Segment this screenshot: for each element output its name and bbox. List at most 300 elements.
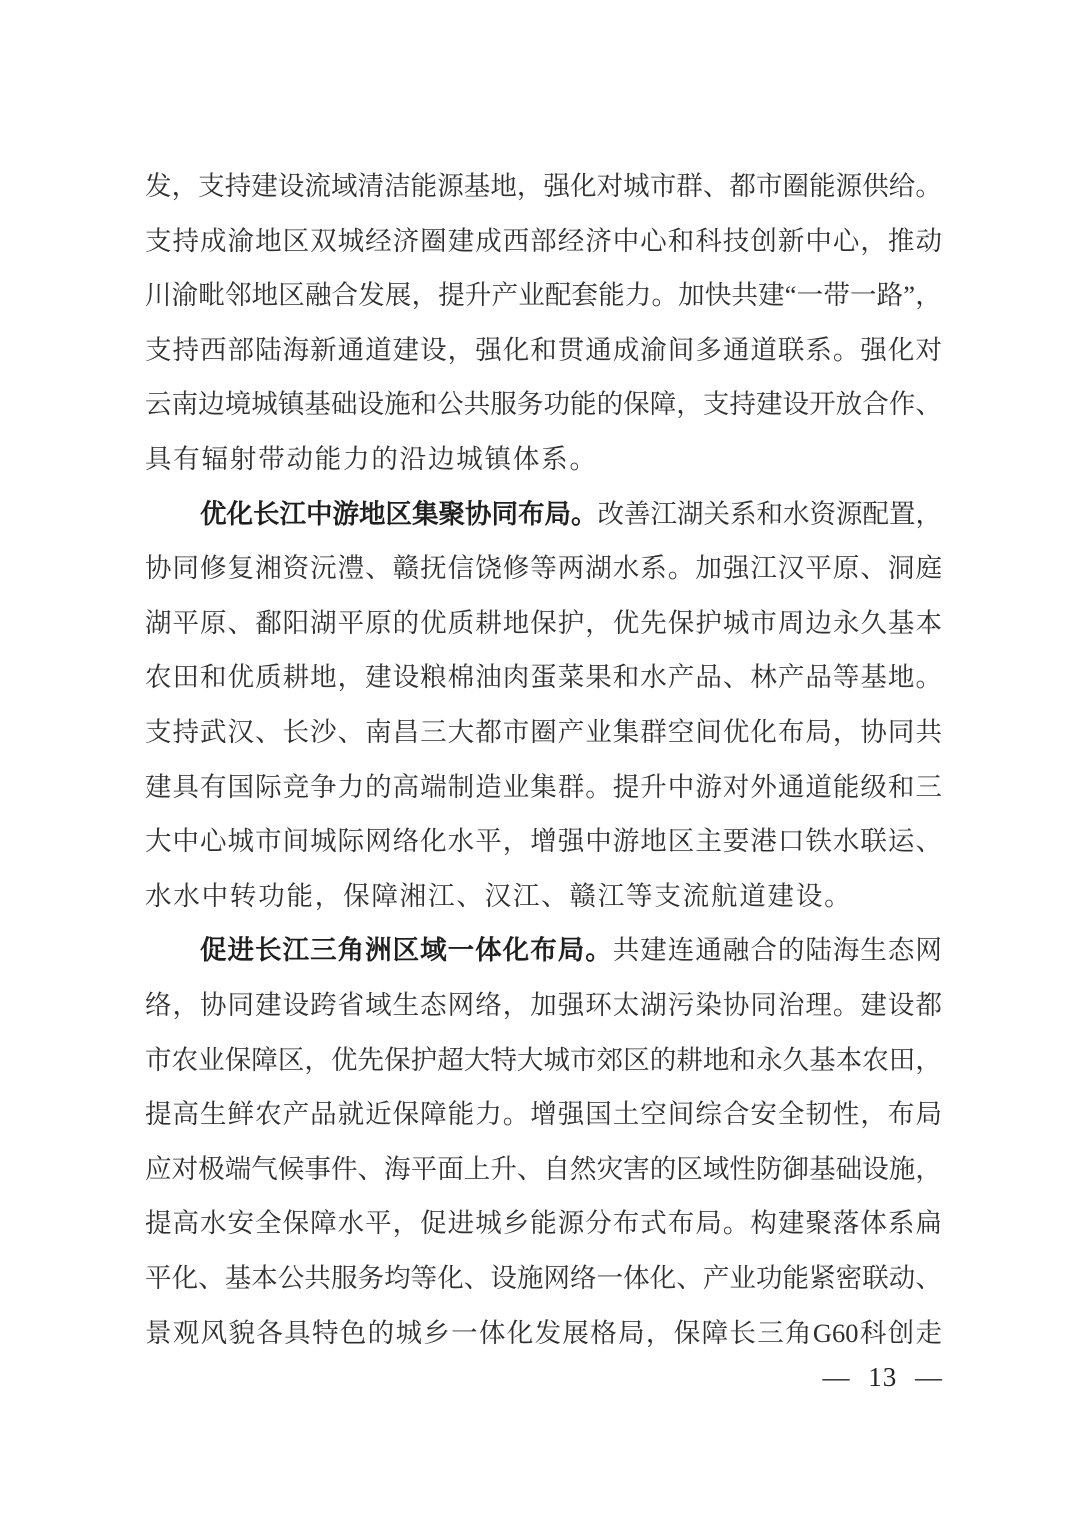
char: 增: [530, 826, 557, 857]
char: 游: [695, 771, 722, 802]
char: 加: [678, 280, 705, 311]
char: 湖: [310, 607, 337, 638]
char: 具: [172, 771, 200, 802]
char: 韧: [805, 1099, 832, 1130]
char: 改: [597, 498, 624, 529]
char: 系: [805, 334, 832, 365]
char: 快: [704, 280, 732, 311]
char: 生: [392, 989, 420, 1020]
char: 鲜: [227, 1099, 255, 1130]
char: 扁: [915, 1208, 942, 1239]
char: 建: [365, 662, 392, 693]
char: 协: [200, 989, 227, 1020]
char: 道: [805, 771, 832, 802]
char: 市: [570, 1044, 597, 1075]
char: 中: [667, 771, 695, 802]
char: 田: [888, 1044, 916, 1075]
char: 障: [251, 1044, 278, 1075]
char: 共: [915, 716, 942, 747]
char: 地: [702, 1044, 730, 1075]
char: 地: [490, 171, 517, 202]
char: ，: [516, 171, 544, 202]
paragraph-lead-char: 一: [447, 935, 475, 966]
char: 本: [835, 1044, 863, 1075]
paragraph-lead-char: 布: [518, 498, 545, 529]
char: 公: [277, 1262, 305, 1293]
char: 高: [172, 1099, 200, 1130]
char: 功: [755, 1262, 783, 1293]
char: 、: [860, 553, 887, 584]
char: 湖: [640, 989, 667, 1020]
char: 昌: [392, 716, 420, 747]
char: 保: [384, 1044, 411, 1075]
char: 能: [286, 880, 313, 911]
char: 土: [612, 1099, 640, 1130]
char: 保: [673, 1317, 701, 1348]
char: 的: [371, 444, 398, 475]
char: 质: [255, 662, 282, 693]
char: 平: [172, 607, 200, 638]
char: 。: [722, 1208, 750, 1239]
char: 修: [200, 553, 227, 584]
char: 部: [530, 225, 557, 256]
text-line: [145, 650, 942, 705]
char: 水: [447, 826, 475, 857]
char: G60: [812, 1317, 859, 1348]
char: 障: [701, 1317, 729, 1348]
char: 力: [475, 1099, 502, 1130]
char: 局: [915, 1099, 942, 1130]
char: ，: [676, 389, 703, 420]
char: 城: [395, 1317, 422, 1348]
char: 和: [410, 389, 438, 420]
text-line: [145, 1251, 942, 1306]
char: ，: [832, 716, 860, 747]
char: 城: [543, 1044, 570, 1075]
char: 业: [198, 1044, 225, 1075]
char: 基: [224, 1262, 252, 1293]
char: 合: [722, 1099, 750, 1130]
char: 湖: [677, 498, 704, 529]
char: 同: [750, 989, 777, 1020]
char: 湘: [399, 880, 427, 911]
paragraph-lead-char: 。: [585, 935, 612, 966]
char: 供: [862, 171, 889, 202]
paragraph-lead-char: 洲: [365, 935, 392, 966]
char: 功: [258, 880, 285, 911]
char: 中: [172, 826, 200, 857]
char: 集: [612, 716, 640, 747]
char: 的: [392, 607, 420, 638]
char: 服: [330, 1262, 358, 1293]
char: 建: [755, 389, 783, 420]
char: 、: [198, 1262, 225, 1293]
char: 本: [915, 607, 942, 638]
char: 布: [667, 1208, 695, 1239]
char: 耕: [475, 607, 502, 638]
char: 双: [310, 225, 337, 256]
char: 合: [862, 389, 889, 420]
char: 。: [832, 989, 860, 1020]
char: 发: [145, 171, 172, 202]
char: 强: [860, 334, 887, 365]
char: 具: [145, 444, 172, 475]
char: 。: [651, 280, 678, 311]
char: 特: [311, 1317, 339, 1348]
text-line: [145, 705, 942, 760]
char: 汉: [227, 716, 255, 747]
char: 农: [171, 1044, 199, 1075]
char: 等: [530, 553, 557, 584]
char: 一: [849, 280, 877, 311]
char: 科: [695, 225, 722, 256]
char: 面: [437, 1153, 464, 1184]
char: 心: [832, 225, 860, 256]
char: 地: [640, 826, 667, 857]
char: 澧: [337, 553, 365, 584]
char: 化: [649, 1262, 677, 1293]
char: 性: [729, 1153, 756, 1184]
char: 阳: [282, 607, 310, 638]
char: 上: [463, 1153, 491, 1184]
text-line: [145, 1033, 942, 1088]
char: 、: [227, 607, 255, 638]
char: 协: [722, 989, 750, 1020]
char: 加: [530, 989, 557, 1020]
char: 紧: [809, 1262, 836, 1293]
char: 转: [229, 880, 257, 911]
char: 两: [557, 553, 585, 584]
char: 区: [676, 1153, 703, 1184]
char: 能: [598, 280, 625, 311]
char: 保: [667, 607, 695, 638]
char: 支: [198, 171, 225, 202]
char: 生: [200, 1099, 227, 1130]
char: 西: [200, 334, 227, 365]
char: 新: [310, 334, 337, 365]
char: 共: [304, 1262, 331, 1293]
char: 污: [667, 989, 695, 1020]
paragraph-lead-char: 域: [420, 935, 447, 966]
char: 各: [256, 1317, 283, 1348]
char: 性: [832, 1099, 860, 1130]
char: 流: [304, 171, 331, 202]
char: 科: [859, 1317, 887, 1348]
char: 支: [654, 880, 681, 911]
document-body: [145, 159, 942, 1360]
char: 就: [337, 1099, 365, 1130]
char: 港: [750, 826, 777, 857]
char: 基: [463, 171, 491, 202]
char: 空: [640, 1099, 667, 1130]
char: 展: [384, 280, 412, 311]
char: 设: [795, 880, 823, 911]
char: 郊: [596, 1044, 624, 1075]
char: 的: [596, 389, 624, 420]
text-line: [145, 978, 942, 1033]
char: 强: [557, 989, 585, 1020]
char: 一: [451, 1317, 478, 1348]
char: ，: [502, 989, 530, 1020]
text-line: [145, 214, 942, 269]
char: 域: [702, 1153, 730, 1184]
text-line: [145, 541, 942, 596]
char: 边: [427, 444, 455, 475]
char: 和: [729, 1044, 756, 1075]
char: 耕: [676, 1044, 703, 1075]
char: 。: [569, 444, 596, 475]
char: ，: [304, 1044, 331, 1075]
char: 道: [739, 880, 766, 911]
char: 群: [640, 716, 667, 747]
char: 农: [862, 1044, 889, 1075]
char: 运: [887, 826, 915, 857]
char: 观: [172, 1317, 200, 1348]
char: 农: [255, 1099, 282, 1130]
char: 系: [640, 553, 667, 584]
paragraph: [145, 159, 942, 487]
char: 系: [887, 1208, 915, 1239]
text-line: [145, 923, 942, 978]
char: 城: [456, 444, 483, 475]
char: 镇: [277, 389, 305, 420]
char: 公: [437, 389, 464, 420]
char: 地: [887, 662, 915, 693]
char: 平: [410, 1153, 438, 1184]
char: 布: [887, 1099, 915, 1130]
char: 群: [557, 771, 585, 802]
char: 络: [475, 989, 502, 1020]
char: 善: [624, 498, 651, 529]
char: 提: [145, 1208, 172, 1239]
char: 提: [612, 771, 640, 802]
char: 水: [337, 1208, 365, 1239]
char: 分: [585, 1208, 612, 1239]
char: ，: [447, 334, 475, 365]
char: 省: [337, 989, 365, 1020]
char: 动: [286, 444, 313, 475]
char: 水: [832, 826, 860, 857]
char: 圈: [782, 171, 809, 202]
char: 一: [596, 1262, 624, 1293]
char: 系: [541, 444, 568, 475]
char: 落: [832, 1208, 860, 1239]
char: 支: [145, 225, 172, 256]
char: 产: [557, 716, 585, 747]
char: 融: [304, 280, 332, 311]
char: 推: [887, 225, 915, 256]
char: 资: [282, 553, 310, 584]
char: 升: [640, 771, 667, 802]
char: ”: [903, 280, 916, 311]
char: 沿: [399, 444, 427, 475]
char: 融: [722, 935, 750, 966]
char: 强: [557, 826, 585, 857]
char: 竞: [282, 771, 310, 802]
char: 综: [695, 1099, 722, 1130]
char: 、: [541, 880, 568, 911]
char: 持: [224, 171, 252, 202]
char: 防: [755, 1153, 783, 1184]
char: 角: [785, 1317, 812, 1348]
char: 协: [145, 553, 172, 584]
char: 平: [337, 607, 365, 638]
char: 道: [365, 334, 392, 365]
paragraph-lead-char: 局: [557, 935, 585, 966]
char: 大: [447, 716, 475, 747]
char: 间: [282, 826, 310, 857]
char: 密: [835, 1262, 863, 1293]
page-footer: [823, 1362, 944, 1393]
char: 构: [750, 1208, 777, 1239]
char: 路: [876, 280, 904, 311]
text-line: [145, 159, 942, 214]
char: 先: [357, 1044, 384, 1075]
char: 区: [278, 280, 305, 311]
char: 貌: [228, 1317, 255, 1348]
char: 力: [624, 280, 652, 311]
char: 源: [835, 171, 863, 202]
char: 业: [729, 1262, 756, 1293]
char: 业: [585, 716, 612, 747]
char: 赣: [569, 880, 596, 911]
char: 粮: [420, 662, 447, 693]
char: 件: [330, 1153, 358, 1184]
char: 安: [750, 1099, 777, 1130]
char: 。: [915, 171, 942, 202]
char: 一: [796, 280, 824, 311]
char: 城: [310, 826, 337, 857]
char: 络: [570, 1262, 597, 1293]
char: 配: [862, 498, 889, 529]
char: 安: [227, 1208, 255, 1239]
char: 气: [251, 1153, 278, 1184]
paragraph-lead-char: 聚: [438, 498, 465, 529]
char: 海: [832, 935, 860, 966]
char: 协: [860, 716, 887, 747]
paragraph: [145, 487, 942, 924]
char: 际: [337, 826, 365, 857]
char: 。: [667, 553, 695, 584]
char: 高: [172, 1208, 200, 1239]
char: 都: [915, 989, 942, 1020]
char: ，: [171, 171, 199, 202]
char: 市: [255, 826, 282, 857]
char: 同: [172, 553, 200, 584]
char: 鄱: [255, 607, 282, 638]
char: 果: [585, 662, 612, 693]
char: 产: [491, 280, 519, 311]
char: 新: [777, 225, 805, 256]
char: 区: [667, 826, 695, 857]
char: 江: [750, 553, 777, 584]
paragraph-lead-char: 同: [491, 498, 518, 529]
char: 源: [557, 1208, 585, 1239]
char: 能: [410, 171, 438, 202]
char: 障: [310, 1208, 337, 1239]
char: 能: [447, 1099, 475, 1130]
char: 、: [357, 1153, 384, 1184]
char: 促: [420, 1208, 447, 1239]
char: 城: [475, 1208, 502, 1239]
char: 通: [337, 334, 365, 365]
char: 事: [304, 1153, 331, 1184]
char: 、: [915, 1262, 942, 1293]
char: 游: [612, 826, 640, 857]
char: 际: [255, 771, 282, 802]
char: 国: [585, 1099, 612, 1130]
char: 施: [888, 1153, 916, 1184]
char: 产: [702, 1262, 730, 1293]
char: 江: [650, 498, 677, 529]
char: 持: [172, 225, 200, 256]
text-line: [145, 760, 942, 815]
char: 油: [475, 662, 502, 693]
char: 地: [251, 280, 279, 311]
char: 体: [478, 1317, 506, 1348]
char: 能: [314, 444, 342, 475]
char: 具: [284, 1317, 311, 1348]
char: 的: [365, 771, 392, 802]
char: 贯: [557, 334, 585, 365]
char: 。: [824, 880, 851, 911]
char: 产: [777, 662, 805, 693]
char: 能: [570, 389, 597, 420]
text-line: [145, 869, 942, 924]
char: 化: [750, 716, 777, 747]
char: 保: [343, 880, 370, 911]
paragraph-lead-char: 体: [475, 935, 502, 966]
text-line: [145, 377, 942, 432]
paragraph-lead-char: 角: [337, 935, 365, 966]
char: 和: [530, 334, 557, 365]
char: 御: [782, 1153, 809, 1184]
char: 强: [475, 334, 502, 365]
char: 城: [623, 171, 650, 202]
char: 平: [475, 826, 502, 857]
char: 设: [277, 171, 305, 202]
char: 建: [255, 989, 282, 1020]
char: 水: [173, 880, 200, 911]
page-number: — 13 —: [822, 1362, 943, 1392]
char: 基: [860, 662, 887, 693]
char: 主: [695, 826, 722, 857]
char: 生: [860, 935, 887, 966]
char: 作: [888, 389, 916, 420]
paragraph-lead-char: 区: [392, 935, 420, 966]
char: 渝: [640, 334, 667, 365]
char: 置: [889, 498, 916, 529]
char: 修: [502, 553, 530, 584]
char: ，: [915, 1044, 942, 1075]
char: 端: [224, 1153, 252, 1184]
char: 建: [447, 225, 475, 256]
char: 联: [860, 826, 887, 857]
char: 施: [384, 389, 411, 420]
char: 对: [915, 334, 942, 365]
paragraph-lead-char: 化: [502, 935, 530, 966]
char: 区: [282, 225, 310, 256]
char: 洁: [384, 171, 411, 202]
char: 务: [516, 389, 544, 420]
paragraph-lead-char: 区: [385, 498, 412, 529]
char: 化: [420, 826, 447, 857]
char: 支: [145, 716, 172, 747]
char: 连: [667, 935, 695, 966]
char: 态: [420, 989, 447, 1020]
char: 造: [475, 771, 502, 802]
char: 保: [530, 607, 557, 638]
